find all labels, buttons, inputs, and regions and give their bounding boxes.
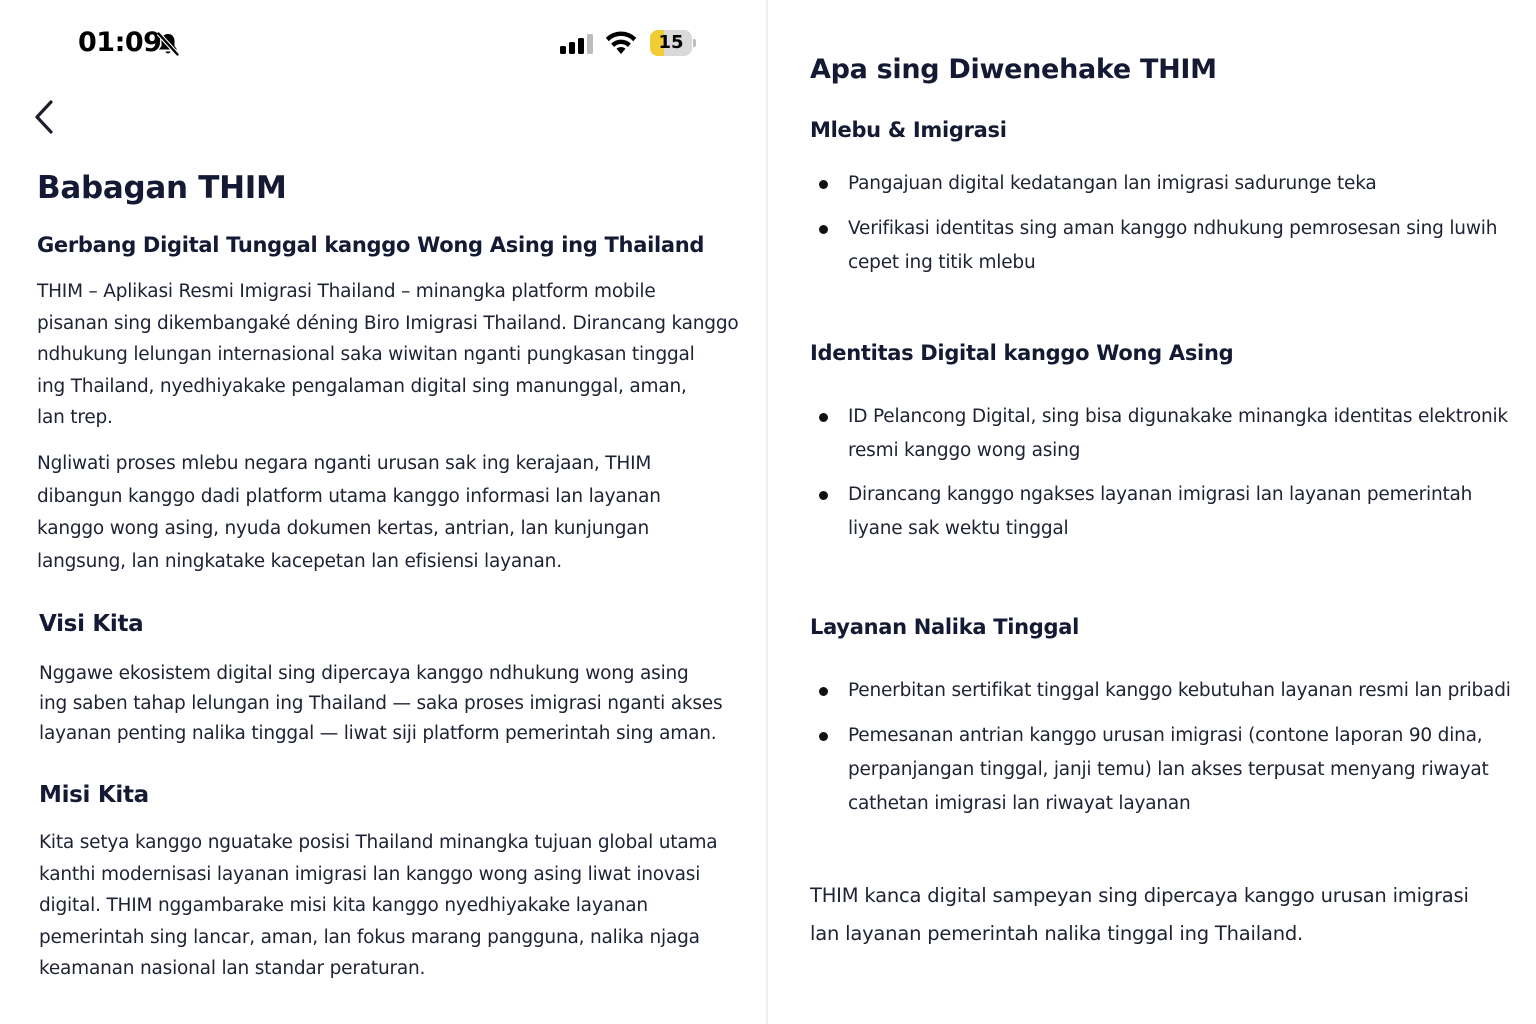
mission-line: pemerintah sing lancar, aman, lan fokus marang pangguna, nalika njaga [39,926,700,948]
vision-line: layanan penting nalika tinggal — liwat siji platform pemerintah sing aman. [39,723,717,744]
section-title-stay: Layanan Nalika Tinggal [810,615,1080,639]
section-title-entry: Mlebu & Imigrasi [810,118,1007,142]
battery-icon [650,30,696,56]
signal-icon [560,33,596,55]
bullet-item [810,400,1510,468]
bullet-line: perpanjangan tinggal, janji temu) lan akses terpusat menyang riwayat [848,759,1489,780]
vision-line: ing saben tahap lelungan ing Thailand — saka proses imigrasi nganti akses [39,693,723,714]
bullet-line: Verifikasi identitas sing aman kanggo ndhukung pemrosesan sing luwih [848,218,1498,239]
bullet-list [810,400,1510,468]
bullet-item [810,719,1510,821]
second-line: langsung, lan ningkatake kacepetan lan efisiensi layanan. [37,550,562,572]
vision-paragraph [39,659,739,749]
intro-line: pisanan sing dikembangaké déning Biro Imigrasi Thailand. Dirancang kanggo [37,312,739,334]
vision-title: Visi Kita [39,611,144,637]
closing-line: lan layanan pemerintah nalika tinggal ing Thailand. [810,922,1304,945]
bullet-line: resmi kanggo wong asing [848,440,1081,461]
wifi-icon [604,30,638,56]
second-line: dibangun kanggo dadi platform utama kanggo informasi lan layanan [37,485,661,507]
bullet-item [810,167,1510,201]
intro-paragraph [37,276,737,434]
intro-line: ing Thailand, nyedhiyakake pengalaman digital sing manunggal, aman, [37,375,687,397]
vision-line: Nggawe ekosistem digital sing dipercaya kanggo ndhukung wong asing [39,663,689,684]
bullet-list [810,167,1510,201]
mission-paragraph [39,827,739,985]
bullet-line: Dirancang kanggo ngakses layanan imigrasi lan layanan pemerintah [848,484,1473,505]
second-line: kanggo wong asing, nyuda dokumen kertas, antrian, lan kunjungan [37,518,649,539]
battery-nub [693,39,696,47]
bell-slash-icon [155,31,181,57]
closing-paragraph [810,877,1469,953]
bullet-line: cepet ing titik mlebu [848,252,1036,273]
status-time: 01:09 [78,27,162,58]
chevron-left-icon [37,102,51,132]
right-pane [768,0,1536,1024]
bullet-list [810,212,1510,280]
bullet-line: ID Pelancong Digital, sing bisa digunakake minangka identitas elektronik [848,406,1508,427]
mission-line: kanthi modernisasi layanan imigrasi lan kanggo wong asing liwat inovasi [39,863,701,885]
intro-line: ndhukung lelungan internasional saka wiwitan nganti pungkasan tinggal [37,344,695,365]
mission-line: keamanan nasional lan standar peraturan. [39,958,426,979]
bullet-list [810,478,1510,546]
battery-body [650,30,692,56]
intro-line: lan trep. [37,407,113,428]
bullet-list [810,674,1510,708]
left-pane [0,0,766,1024]
page-subtitle: Gerbang Digital Tunggal kanggo Wong Asing ing Thailand [37,233,705,257]
bullet-item [810,212,1510,280]
bullet-list [810,719,1510,821]
second-line: Ngliwati proses mlebu negara nganti urusan sak ing kerajaan, THIM [37,453,652,474]
bullet-line: liyane sak wektu tinggal [848,518,1069,539]
bullet-line: Penerbitan sertifikat tinggal kanggo kebutuhan layanan resmi lan pribadi [848,680,1511,701]
back-button[interactable] [30,98,62,138]
closing-line: THIM kanca digital sampeyan sing dipercaya kanggo urusan imigrasi [810,884,1469,907]
bullet-item [810,674,1510,708]
bullet-item [810,478,1510,546]
features-title: Apa sing Diwenehake THIM [810,54,1217,85]
mission-title: Misi Kita [39,782,149,808]
mission-line: digital. THIM nggambarake misi kita kanggo nyedhiyakake layanan [39,895,648,916]
page-title: Babagan THIM [37,170,287,206]
second-paragraph [37,448,737,578]
mission-line: Kita setya kanggo nguatake posisi Thailand minangka tujuan global utama [39,832,718,853]
bullet-line: Pangajuan digital kedatangan lan imigrasi sadurunge teka [848,173,1377,194]
section-title-identity: Identitas Digital kanggo Wong Asing [810,341,1234,365]
intro-line: THIM – Aplikasi Resmi Imigrasi Thailand – minangka platform mobile [37,281,656,302]
bullet-line: Pemesanan antrian kanggo urusan imigrasi (contone laporan 90 dina, [848,725,1483,746]
battery-level: 15 [658,32,684,53]
bullet-line: cathetan imigrasi lan riwayat layanan [848,793,1191,814]
